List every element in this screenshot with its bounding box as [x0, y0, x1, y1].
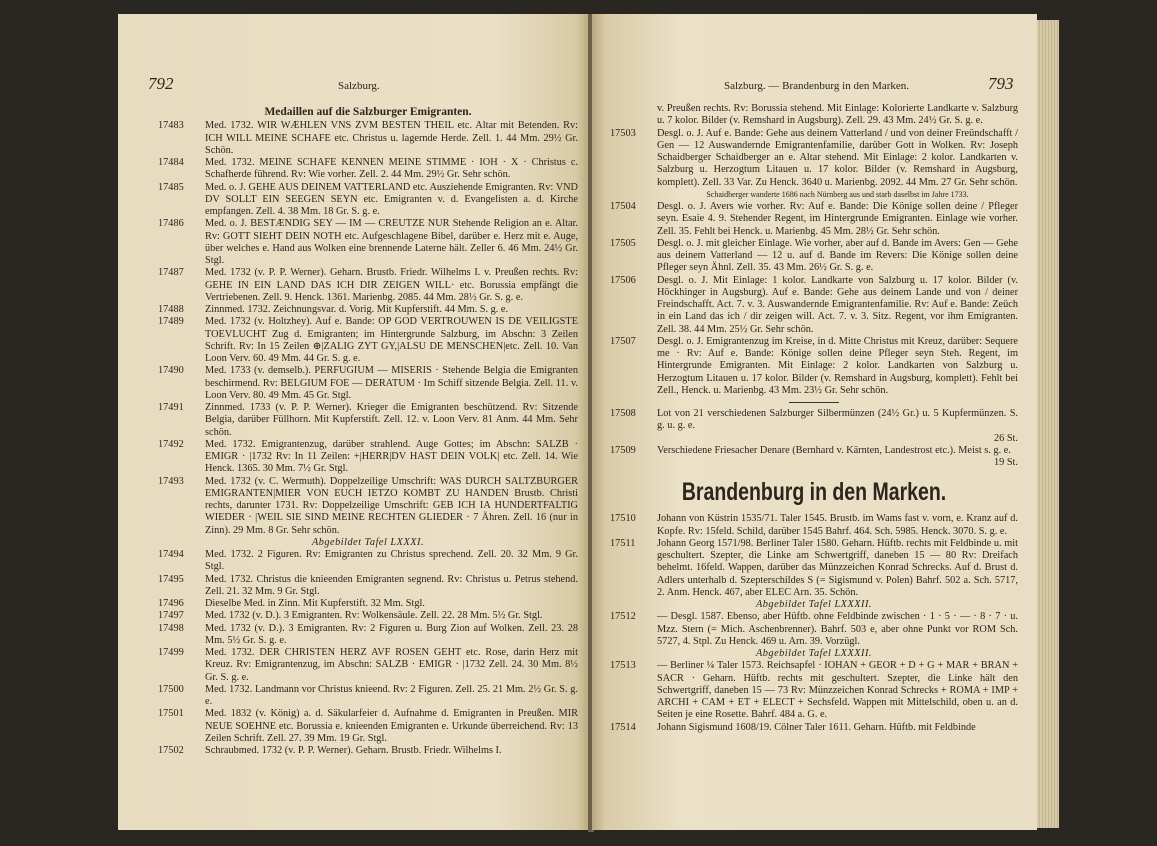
- catalog-entry: [158, 598, 578, 610]
- entry-text: Med. 1732 (v. Holtzhey). Auf e. Bande: OP GOD VERTROUWEN IS DE VEILIGSTE TOEVLUCHT Zug d. Emigranten; im Hintergrunde Salzburg, im Abschn: 3 Zeilen Schrift. Rv: In 15 Zeilen ⊕|ZALIG ZYT GY,|ALSU DE MENSCHEN|etc. Zell. 10. Van Loon Verv. 60. 49 Mm. 44 Gr. S. g. e.: [205, 316, 578, 364]
- entry-number: 17504: [610, 201, 636, 212]
- entry-number: 17489: [158, 316, 184, 328]
- catalog-entry: [610, 336, 1018, 397]
- catalog-entry: [158, 684, 578, 709]
- entry-number: 17490: [158, 365, 184, 377]
- catalog-entry: [610, 189, 1018, 201]
- entry-text: Med. 1732. MEINE SCHAFE KENNEN MEINE STIMME · IOH · X · Christus c. Schafherde führend. Rv: Wie vorher. Zell. 2. 44 Mm. 29½ Gr. Sehr schön.: [205, 157, 578, 181]
- entry-text: Med. 1732 (v. D.). 3 Emigranten. Rv: Wolkensäule. Zell. 22. 28 Mm. 5½ Gr. Stgl.: [205, 610, 543, 622]
- entry-number: 17506: [610, 274, 636, 286]
- entry-text: Med. 1732 (v. P. P. Werner). Geharn. Brustb. Friedr. Wilhelms I. v. Preußen rechts. Rv: GEHE IN EIN LAND DAS ICH DIR ZEIGEN WILL· etc. Borussia empfängt die Vertriebenen. Zell. 9. Henck. 1361. Marienbg. 2085. 44 Mm. 28½ Gr. S. g. e.: [205, 267, 578, 303]
- entry-text: Johann von Küstrin 1535/71. Taler 1545. Brustb. im Wams fast v. vorn, e. Kranz auf d. Kopfe. Rv: 15feld. Schild, darüber 1545 Bahrf. 464. Sch. 5985. Henck. 3070. S. g. e.: [657, 513, 1018, 537]
- catalog-entry: [158, 610, 578, 622]
- catalog-entry: [610, 275, 1018, 336]
- right-page: [592, 14, 1037, 830]
- catalog-entry: [158, 708, 578, 745]
- entry-text: Lot von 21 verschiedenen Salzburger Silbermünzen (24½ Gr.) u. 5 Kupfermünzen. S. g. u. g. e.: [657, 408, 1018, 432]
- entry-text: Desgl. o. J. Auf e. Bande: Gehe aus deinem Vatterland / und von deiner Freündschafft / Gen — 12 Auswandernde Emigrantenfamilie, darüber Gott in Wolken. Rv: Joseph Schaidberger Schaidberger an e. Altar stehend. Mit Einlage: 2 kolor. Landkarten v. Salzburg u. Herzogtum Litauen u. 17 kolor. Bilder (v. Remshard in Augsburg, komplett). Zell. 33 Var. Zu Henck. 3640 u. Marienbg. 2092. 44 Mm. 27 Gr. Sehr schön.: [657, 127, 1018, 188]
- page-number-right: 793: [988, 74, 1014, 93]
- entry-number: 17495: [158, 573, 184, 585]
- left-column: [158, 103, 578, 757]
- entry-number: 17497: [158, 610, 184, 622]
- catalog-entry: [610, 238, 1018, 275]
- entry-number: 17501: [158, 708, 184, 720]
- catalog-entry: [610, 128, 1018, 189]
- entry-number: 17500: [158, 683, 184, 695]
- entry-text: Med. 1832 (v. König) a. d. Säkularfeier d. Aufnahme d. Emigranten in Preußen. MIR NEUE SOEHNE etc. Borussia e. knieenden Emigranten e. Urkunde überreichend. Rv: 13 Zeilen Schrift. Zell. 27. 39 Mm. 19 Gr. Stgl.: [205, 708, 578, 744]
- entry-number: 17503: [610, 127, 636, 139]
- entry-text: — Berliner ¼ Taler 1573. Reichsapfel · IOHAN + GEOR + D + G + MAR + BRAN + SACR · Geharn. Hüftb. rechts mit geschultert. Szepter, die Linke hält den Schwertgriff, daneben 15 — 73 Rv: Münzzeichen Konrad Schrecks + ROMA + IMP + ARCHI + CAM + ET + ELECT + Sechsfeld. Wappen mit Mittelschild, oben u. an d. Seiten je eine Rosette. Bahrf. 484 a. G. e.: [657, 660, 1018, 721]
- catalog-entry: [158, 267, 578, 304]
- left-page: [118, 14, 590, 830]
- entry-number: 17499: [158, 647, 184, 658]
- entry-number: 17511: [610, 537, 636, 549]
- entry-list: [158, 120, 578, 537]
- entry-text: Med. o. J. BESTÆNDIG SEY — IM — CREUTZE NUR Stehende Religion an e. Altar. Rv: GOTT SIEHT DEIN NOTH etc. Aufgeschlagene Bibel, darüber e. Herz mit e. Auge, über welches e. Hand aus Wolken eine brennende Laterne hält. Zeller 6. 46 Mm. 24½ Gr. Stgl.: [205, 218, 578, 266]
- entry-text: Dieselbe Med. in Zinn. Mit Kupferstift. 32 Mm. Stgl.: [205, 598, 425, 609]
- catalog-entry: [158, 316, 578, 365]
- entry-number: 17485: [158, 181, 184, 193]
- entry-number: 17507: [610, 335, 636, 347]
- catalog-entry: [610, 408, 1018, 445]
- entry-text: Desgl. o. J. Emigrantenzug im Kreise, in d. Mitte Christus mit Kreuz, darüber: Sequere me · Rv: Auf e. Bande: Könige sollen deine Pfleger seyn Steh. Regent, im Hintergrunde Emigranten. Mit Einlage: 2 kolor. Landkarten von Salzburg u. Herzogtum Litauen u. 17 kolor. Bilder (v. Remshard in Augsburg, komplett). Fehlt bei Zell., Henck. u. Marienbg. 43 Mm. 23½ Gr. Sehr schön.: [657, 335, 1018, 396]
- entry-list: [610, 408, 1018, 469]
- entry-text: Desgl. o. J. Mit Einlage: 1 kolor. Landkarte von Salzburg u. 17 kolor. Bilder (v. Höckhinger in Augsburg). Auf e. Bande: Gehe aus deinem Lande und von / deiner Freindschafft. Act. 7. v. 3. Auswandernde Emigrantenfamilie. Rv: Auf e. Bande: Zeüch in ein Land das ich / dir zeigen will. Act. 7. v. 3. Sitz. Regent, vor ihm Emigranten. Zell. 38. 44 Mm. 25½ Gr. Sehr schön.: [657, 274, 1018, 335]
- entry-text: Desgl. o. J. mit gleicher Einlage. Wie vorher, aber auf d. Bande im Avers: Gen — Gehe aus deinem Vatterland — 12 u. auf d. Bande im Revers: Die Könige sollen deine Pfleger seyn Ähnl. Zell. 35. 43 Mm. 26½ Gr. S. g. e.: [657, 237, 1018, 274]
- catalog-entry: [158, 402, 578, 439]
- catalog-entry: [158, 439, 578, 476]
- entry-list: [610, 513, 1018, 599]
- catalog-entry: [158, 549, 578, 574]
- continuation-entry: v. Preußen rechts. Rv: Borussia stehend. Mit Einlage: Kolorierte Landkarte v. Salzburg u. 7 kolor. Bilder (v. Remshard in Augsburg). Zell. 29. 43 Mm. 24½ Gr. S. g. e.: [657, 103, 1018, 127]
- entry-text: Med. 1732 (v. C. Wermuth). Doppelzeilige Umschrift: WAS DURCH SALTZBURGER EMIGRANTEN|MIER VON EUCH IETZO KOMBT ZU HANDEN Brustb. Christi rechts, darunter 1731. Rv: Doppelzeilige Umschrift: GEB ICH IA HUNDERTFALTIG WIEDER · |WEIL SIE SIND MEINE RECHTEN GLIEDER · 7 Ähren. Zell. 16 (nur in Zinn). 29 Mm. 8 Gr. Sehr schön.: [205, 475, 578, 536]
- page-number-left: 792: [148, 74, 174, 93]
- right-column: [610, 103, 1018, 734]
- catalog-entry: [610, 722, 1018, 734]
- entry-number: 17509: [610, 444, 636, 456]
- entry-number: 17502: [158, 745, 184, 756]
- abgebildet-caption: Abgebildet Tafel LXXXII.: [755, 648, 872, 659]
- running-head-left: Salzburg.: [338, 80, 380, 92]
- entry-text: Schraubmed. 1732 (v. P. P. Werner). Geharn. Brustb. Friedr. Wilhelms I.: [205, 745, 502, 756]
- page-edges: [1037, 20, 1059, 828]
- entry-number: 17513: [610, 660, 636, 672]
- entry-count: 26 St.: [993, 432, 1018, 444]
- entry-number: 17487: [158, 267, 184, 279]
- book-spread: [118, 14, 1063, 834]
- entry-text: Schaidberger wanderte 1686 nach Nürnberg aus und starb daselbst im Jahre 1733.: [706, 189, 969, 199]
- catalog-entry: [158, 120, 578, 157]
- catalog-entry: [158, 623, 578, 648]
- catalog-entry: [158, 647, 578, 684]
- entry-text: Med. 1732. 2 Figuren. Rv: Emigranten zu Christus sprechend. Zell. 20. 32 Mm. 9 Gr. Stgl.: [205, 549, 578, 573]
- catalog-entry: [610, 445, 1018, 470]
- entry-number: 17498: [158, 622, 184, 634]
- abgebildet-caption: Abgebildet Tafel LXXXII.: [755, 599, 872, 610]
- catalog-entry: [158, 365, 578, 402]
- entry-number: 17510: [610, 513, 636, 525]
- entry-text: Med. 1733 (v. demselb.). PERFUGIUM — MISERIS · Stehende Belgia die Emigranten beschirmend. Rv: BELGIUM FOE — DERATUM · Im Schiff sitzende Belgia. Zell. 11. v. Loon Verv. 80. 49 Mm. 45 Gr. Stgl.: [205, 365, 578, 401]
- entry-text: Johann Sigismund 1608/19. Cölner Taler 1611. Geharn. Hüftb. mit Feldbinde: [657, 721, 976, 733]
- abgebildet-caption: Abgebildet Tafel LXXXI.: [311, 536, 425, 548]
- catalog-entry: [158, 304, 578, 316]
- catalog-entry: [158, 157, 578, 182]
- entry-text: Desgl. o. J. Avers wie vorher. Rv: Auf e. Bande: Die Könige sollen deine / Pfleger seyn. Esaie 4. 9. Stehender Regent, im Hintergrunde Emigranten. Einlage wie vorher. Zell. 35. Fehlt bei Henck. u. Marienbg. 45 Mm. 28½ Gr. Sehr schön.: [657, 201, 1018, 237]
- entry-text: Verschiedene Friesacher Denare (Bernhard v. Kärnten, Landestrost etc.). Meist s. g. e.: [657, 444, 1011, 456]
- entry-text: Med. 1732. DER CHRISTEN HERZ AVF ROSEN GEHT etc. Rose, darin Herz mit Kreuz. Rv: Emigrantenzug, im Abschn: SALZB · EMIGR · |1732 Zell. 24. 30 Mm. 8½ Gr. S. g. e.: [205, 647, 578, 683]
- entry-text: Med. 1732. Christus die knieenden Emigranten segnend. Rv: Christus u. Petrus stehend. Zell. 21. 32 Mm. 9 Gr. Stgl.: [205, 573, 578, 597]
- entry-number: 17494: [158, 549, 184, 560]
- entry-count: 19 St.: [993, 457, 1018, 468]
- entry-number: 17488: [158, 304, 184, 315]
- catalog-entry: [158, 745, 578, 757]
- entry-number: 17514: [610, 721, 636, 733]
- entry-text: — Desgl. 1587. Ebenso, aber Hüftb. ohne Feldbinde zwischen · 1 · 5 · — · 8 · 7 · u. Mzz. Stern (= Mich. Aschenbrenner). Bahrf. 503 e, aber ohne Punkt vor ROM Sch. 5727, 4. Stpl. Zu Henck. 469 u. Arn. 39. Vorzügl.: [657, 611, 1018, 647]
- entry-text: Med. 1732. Emigrantenzug, darüber strahlend. Auge Gottes; im Abschn: SALZB · EMIGR · |1732 Rv: In 11 Zeilen: +|HERR|DV HAST DEIN VOLK| etc. Zell. 14. Wie Henck. 1365. 30 Mm. 7½ Gr. Stgl.: [205, 438, 578, 475]
- entry-list: [158, 549, 578, 757]
- entry-text: Med. 1732 (v. D.). 3 Emigranten. Rv: 2 Figuren u. Burg Zion auf Wolken. Zell. 23. 28 Mm. 5½ Gr. S. g. e.: [205, 622, 578, 646]
- catalog-entry: [158, 476, 578, 537]
- entry-number: 17486: [158, 218, 184, 230]
- entry-text: Johann Georg 1571/98. Berliner Taler 1580. Geharn. Hüftb. rechts mit Feldbinde u. mit geschultert. Szepter, die Linke am Schwertgriff, daneben 15 — 80 Rv: Dreifach behelmt. 16feld. Wappen, darüber das Münzzeichen Konrad Schrecks. Auf d. Brust d. Adlers unterhalb d. Szepterschildes S (= Sigismund v. Polen) Bahrf. 502 a. Sch. 5717, 2. Anm. Henck. 467, aber ELEC Arn. 35. Schön.: [657, 537, 1018, 598]
- chapter-title: Brandenburg in den Marken.: [681, 478, 947, 507]
- catalog-entry: [158, 574, 578, 599]
- entry-number: 17493: [158, 475, 184, 487]
- entry-number: 17491: [158, 402, 184, 413]
- entry-list: [610, 611, 1018, 648]
- entry-number: 17508: [610, 408, 636, 419]
- catalog-entry: [610, 201, 1018, 238]
- entry-text: Zinnmed. 1732. Zeichnungsvar. d. Vorig. Mit Kupferstift. 44 Mm. S. g. e.: [205, 304, 509, 315]
- entry-list: [610, 128, 1018, 398]
- running-head-right: Salzburg. — Brandenburg in den Marken.: [724, 80, 910, 92]
- entry-number: 17505: [610, 237, 636, 249]
- catalog-entry: [610, 538, 1018, 599]
- entry-text: Zinnmed. 1733 (v. P. P. Werner). Krieger die Emigranten beschützend. Rv: Sitzende Belgia, darüber Füllhorn. Mit Kupferstift. Zell. 12. v. Loon Verv. 81 Anm. 44 Mm. Sehr schön.: [205, 402, 578, 438]
- catalog-entry: [158, 182, 578, 219]
- entry-text: Med. o. J. GEHE AUS DEINEM VATTERLAND etc. Ausziehende Emigranten. Rv: VND DV SOLLT EIN SEEGEN SEYN etc. Emigranten v. d. Evangelisten a. d. Kirche empfangen. Zell. 4. 38 Mm. 18 Gr. S. g. e.: [205, 181, 578, 217]
- entry-number: 17483: [158, 120, 184, 132]
- divider: [789, 402, 839, 403]
- entry-number: 17512: [610, 611, 636, 623]
- entry-number: 17484: [158, 157, 184, 168]
- catalog-entry: [610, 513, 1018, 538]
- entry-number: 17492: [158, 438, 184, 450]
- catalog-entry: [158, 218, 578, 267]
- entry-text: Med. 1732. WIR WÆHLEN VNS ZVM BESTEN THEIL etc. Altar mit Betenden. Rv: ICH WILL MEINE SCHAFE etc. Christus u. lagernde Herde. Zell. 1. 44 Mm. 29½ Gr. Schön.: [205, 120, 578, 156]
- catalog-entry: [610, 660, 1018, 721]
- entry-list: [610, 660, 1018, 734]
- catalog-entry: [610, 611, 1018, 648]
- entry-number: 17496: [158, 598, 184, 609]
- entry-text: Med. 1732. Landmann vor Christus knieend. Rv: 2 Figuren. Zell. 25. 21 Mm. 2½ Gr. S. g. e.: [205, 683, 578, 707]
- section-title: Medaillen auf die Salzburger Emigranten.: [264, 106, 472, 118]
